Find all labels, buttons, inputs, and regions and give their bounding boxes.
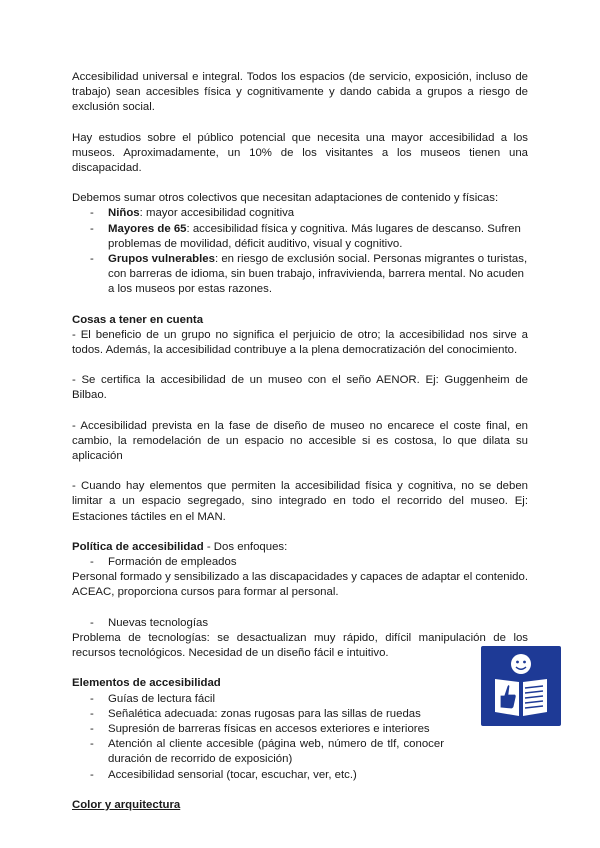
politica-list-1 bbox=[72, 555, 528, 570]
section-heading-cosas: Cosas a tener en cuenta bbox=[72, 313, 204, 326]
politica-text-1: Personal formado y sensibilizado a las discapacidades y capaces de adaptar el contenido. ACEAC, proporciona cursos para formar al personal. bbox=[72, 571, 528, 599]
list-item: - Nuevas tecnologías bbox=[72, 616, 528, 631]
list-item: - Atención al cliente accesible (página web, número de tlf, conocer duración de recorrido de exposición) bbox=[72, 737, 444, 767]
intro-paragraph-3: Debemos sumar otros colectivos que necesitan adaptaciones de contenido y físicas: bbox=[72, 192, 499, 205]
cosas-item-1: - El beneficio de un grupo no significa el perjuicio de otro; la accesibilidad nos sirve a todos. Además, la accesibilidad contribuye a la plena democratización del conocimiento. bbox=[72, 328, 528, 357]
list-item: - Grupos vulnerables: en riesgo de exclusión social. Personas migrantes o turistas, con barreras de idioma, sin buen trabajo, infravivienda, barrera mental. No acuden a los museos por estas razones. bbox=[72, 252, 528, 298]
list-item: - Supresión de barreras físicas en accesos exteriores e interiores bbox=[72, 722, 444, 737]
list-item: - Mayores de 65: accesibilidad física y cognitiva. Más lugares de descanso. Sufren problemas de movilidad, déficit auditivo, visual y cognitivo. bbox=[72, 222, 528, 252]
list-item: - Formación de empleados bbox=[72, 555, 528, 570]
list-item: - Accesibilidad sensorial (tocar, escuchar, ver, etc.) bbox=[72, 768, 444, 783]
easy-read-icon bbox=[481, 646, 561, 726]
politica-text-2: Problema de tecnologías: se desactualizan muy rápido, difícil manipulación de los recursos tecnológicos. Necesidad de un diseño fácil e intuitivo. bbox=[72, 631, 528, 660]
colectivos-list bbox=[72, 206, 528, 297]
section-heading-color: Color y arquitectura bbox=[72, 798, 181, 811]
list-item: - Señalética adecuada: zonas rugosas para las sillas de ruedas bbox=[72, 707, 444, 722]
cosas-item-2: - Se certifica la accesibilidad de un museo con el seño AENOR. Ej: Guggenheim de Bilbao. bbox=[72, 374, 528, 402]
cosas-item-3: - Accesibilidad prevista en la fase de diseño de museo no encarece el coste final, en cambio, la remodelación de un espacio no accesible si es costosa, lo que dilata su aplicación bbox=[72, 419, 528, 463]
list-item: - Guías de lectura fácil bbox=[72, 692, 444, 707]
section-heading-elementos: Elementos de accesibilidad bbox=[72, 677, 221, 690]
cosas-item-4: - Cuando hay elementos que permiten la accesibilidad física y cognitiva, no se deben limitar a un espacio segregado, sino integrado en todo el recorrido del museo. Ej: Estaciones táctiles en el MAN. bbox=[72, 480, 528, 523]
politica-list-2 bbox=[72, 616, 528, 631]
intro-paragraph-2: Hay estudios sobre el público potencial que necesita una mayor accesibilidad a los museos. Aproximadamente, un 10% de los visitantes a los museos tienen una discapacidad. bbox=[72, 131, 528, 175]
document-page bbox=[72, 70, 528, 813]
section-heading-politica: Política de accesibilidad - Dos enfoques: bbox=[72, 540, 288, 553]
list-item: - Niños: mayor accesibilidad cognitiva bbox=[72, 206, 528, 221]
intro-paragraph-1: Accesibilidad universal e integral. Todos los espacios (de servicio, exposición, incluso de trabajo) sean accesibles física y cognitivamente y dando cabida a grupos a riesgo de exclusión social. bbox=[72, 71, 528, 114]
elementos-list bbox=[72, 692, 444, 783]
